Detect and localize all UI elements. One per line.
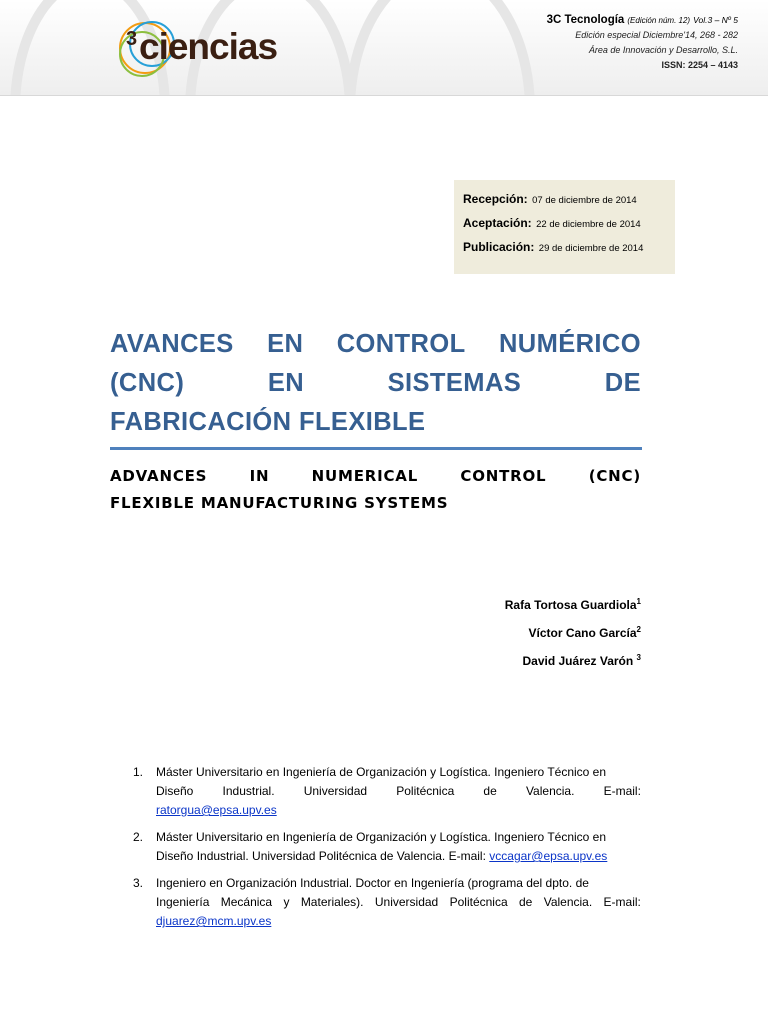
title-english [110,463,641,517]
affiliation-word: de [518,895,533,909]
author-affiliation-mark: 1 [636,597,641,606]
dates-box [454,180,675,274]
affiliation-line: Máster Universitario en Ingeniería de Organización y Logística. Ingeniero Técnico en [156,765,607,779]
title-word: ADVANCES [110,467,208,485]
email-link[interactable]: djuarez@mcm.upv.es [156,914,272,928]
journal-name: 3C Tecnología [546,14,625,26]
title-word: SISTEMAS [387,369,522,397]
author-name: Rafa Tortosa Guardiola [504,598,637,612]
affiliation-word: Valencia. [543,895,593,909]
journal-header [0,0,768,96]
title-word: AVANCES [110,330,234,358]
journal-title-line [547,13,738,28]
title-word: CONTROL [460,467,547,485]
affiliation-line: Máster Universitario en Ingeniería de Organización y Logística. Ingeniero Técnico en [156,830,607,844]
affiliation-line [156,782,641,801]
date-value: 07 de diciembre de 2014 [532,195,637,206]
title-word: IN [249,467,270,485]
title-word: (CNC) [110,369,185,397]
logo-superscript: 3 [126,28,138,50]
author [505,647,641,675]
journal-edition: (Edición núm. 12) [627,16,691,25]
affiliation-word: E-mail: [603,784,641,798]
affiliation-item [133,828,641,866]
affiliation-word: Politécnica [449,895,508,909]
affiliation-number: 1. [133,765,144,779]
title-word: EN [267,330,304,358]
journal-volume: Vol.3 – Nº 5 [693,15,738,25]
affiliations-list [133,763,641,939]
affiliation-word: Universidad [303,784,368,798]
affiliation-word: Ingeniería [156,895,210,909]
date-row-reception [463,189,675,213]
email-link[interactable]: ratorgua@epsa.upv.es [156,803,277,817]
affiliation-word: Valencia. [525,784,575,798]
author-name: Víctor Cano García [528,626,637,640]
affiliation-word: Industrial. [222,784,275,798]
title-spanish [110,325,641,442]
title-line: FABRICACIÓN FLEXIBLE [110,408,426,436]
title-line: FLEXIBLE MANUFACTURING SYSTEMS [110,494,449,512]
affiliation-word: de [483,784,497,798]
author [505,619,641,647]
email-link[interactable]: vccagar@epsa.upv.es [489,849,608,863]
affiliation-word: Materiales). [300,895,364,909]
author [505,591,641,619]
title-word: CONTROL [336,330,466,358]
publisher-area: Área de Innovación y Desarrollo, S.L. [588,45,738,55]
affiliation-word: Universidad [374,895,439,909]
affiliation-number: 3. [133,876,144,890]
title-divider [110,447,642,450]
logo-text: ciencias [139,26,278,67]
date-value: 22 de diciembre de 2014 [536,219,641,230]
title-word: NUMÉRICO [498,330,641,358]
title-line [110,364,641,403]
title-line [110,463,641,490]
affiliation-number: 2. [133,830,144,844]
affiliation-item [133,874,641,931]
date-label: Aceptación: [463,216,532,230]
affiliation-word: Politécnica [396,784,455,798]
date-value: 29 de diciembre de 2014 [538,243,644,254]
author-name: David Juárez Varón [522,654,637,668]
title-word: EN [267,369,305,397]
affiliation-item [133,763,641,820]
date-row-acceptance [463,213,675,237]
author-affiliation-mark: 2 [636,625,641,634]
authors [505,591,641,675]
affiliation-word: E-mail: [603,895,641,909]
date-label: Publicación: [463,240,535,254]
affiliation-word: y [283,895,290,909]
title-line [110,325,641,364]
journal-info [547,13,738,73]
title-word: NUMERICAL [311,467,419,485]
date-label: Recepción: [463,192,528,206]
issn: ISSN: 2254 – 4143 [661,60,738,70]
title-word: DE [604,369,641,397]
author-affiliation-mark: 3 [636,653,641,662]
title-word: (CNC) [588,467,641,485]
affiliation-line [156,847,641,866]
special-edition: Edición especial Diciembre'14, 268 - 282 [575,30,738,40]
affiliation-word: Diseño [156,784,194,798]
affiliation-line: Ingeniero en Organización Industrial. Doctor en Ingeniería (programa del dpto. de [156,876,589,890]
date-row-publication [463,237,675,261]
affiliation-line [156,893,641,912]
affiliation-text: Diseño Industrial. Universidad Politécnica de Valencia. E-mail: [156,849,490,863]
affiliation-word: Mecánica [220,895,273,909]
